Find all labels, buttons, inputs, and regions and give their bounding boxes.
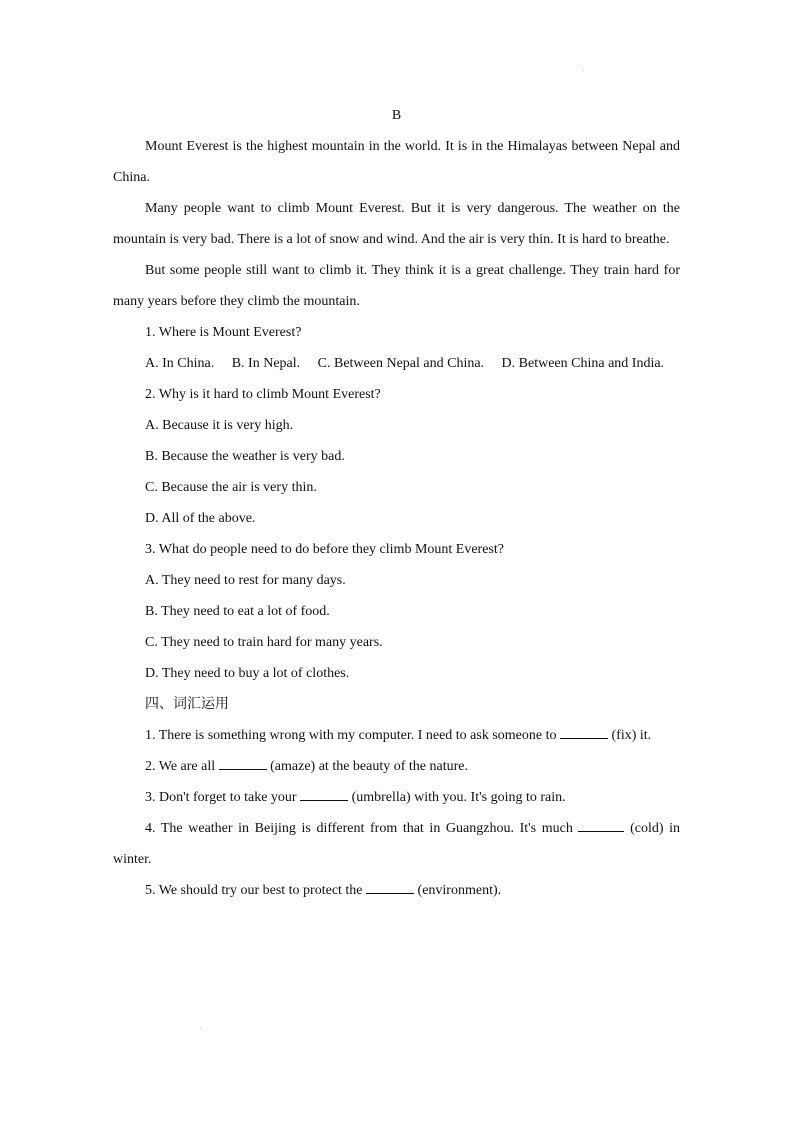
passage-paragraph-1: Mount Everest is the highest mountain in the world. It is in the Himalayas between Nepal and China. bbox=[113, 139, 680, 185]
question-1-stem: 1. Where is Mount Everest? bbox=[145, 325, 302, 340]
vocab-item-1 bbox=[113, 720, 680, 751]
vocab-item-1-before: 1. There is something wrong with my computer. I need to ask someone to bbox=[145, 728, 561, 743]
vocab-item-2 bbox=[113, 751, 680, 782]
question-2-option-a: A. Because it is very high. bbox=[145, 418, 294, 433]
vocab-item-5-before: 5. We should try our best to protect the bbox=[145, 883, 367, 898]
question-2-option-c: C. Because the air is very thin. bbox=[145, 480, 317, 495]
vocab-item-4-before: 4. The weather in Beijing is different from that in Guangzhou. It's much bbox=[145, 821, 579, 836]
question-3-option-d: D. They need to buy a lot of clothes. bbox=[145, 666, 350, 681]
vocab-item-2-after: (amaze) at the beauty of the nature. bbox=[266, 759, 468, 774]
vocab-item-4-after: (cold) in winter. bbox=[113, 821, 680, 867]
vocab-item-1-after: (fix) it. bbox=[608, 728, 652, 743]
passage-paragraph-2: Many people want to climb Mount Everest. But it is very dangerous. The weather on the mountain is very bad. There is a lot of snow and wind. And the air is very thin. It is hard to breathe. bbox=[113, 201, 680, 247]
vocab-item-2-before: 2. We are all bbox=[145, 759, 219, 774]
vocab-item-5-after: (environment). bbox=[414, 883, 502, 898]
vocab-item-3 bbox=[113, 782, 680, 813]
question-2-stem: 2. Why is it hard to climb Mount Everest? bbox=[145, 387, 381, 402]
vocab-item-3-after: (umbrella) with you. It's going to rain. bbox=[348, 790, 566, 805]
question-2-option-d: D. All of the above. bbox=[145, 511, 256, 526]
question-2-option-b: B. Because the weather is very bad. bbox=[145, 449, 345, 464]
passage-label: B bbox=[391, 108, 402, 123]
scan-speck-top bbox=[583, 70, 584, 71]
question-3-option-a: A. They need to rest for many days. bbox=[145, 573, 346, 588]
question-3-option-b: B. They need to eat a lot of food. bbox=[145, 604, 330, 619]
question-3-option-c: C. They need to train hard for many years. bbox=[145, 635, 383, 650]
vocab-item-5-blank[interactable] bbox=[366, 879, 414, 894]
question-1-options: A. In China. B. In Nepal. C. Between Nepal and China. D. Between China and India. bbox=[145, 356, 665, 371]
passage-paragraph-3: But some people still want to climb it. They think it is a great challenge. They train hard for many years before they climb the mountain. bbox=[113, 263, 680, 309]
vocab-item-2-blank[interactable] bbox=[219, 755, 267, 770]
vocab-item-5 bbox=[113, 875, 680, 906]
worksheet-page bbox=[113, 100, 680, 906]
vocab-item-3-before: 3. Don't forget to take your bbox=[145, 790, 301, 805]
vocab-section-title: 四、词汇运用 bbox=[145, 696, 229, 712]
vocab-item-4-blank[interactable] bbox=[578, 817, 624, 832]
vocab-item-1-blank[interactable] bbox=[560, 724, 608, 739]
scan-speck-bottom bbox=[200, 1028, 201, 1029]
question-3-stem: 3. What do people need to do before they climb Mount Everest? bbox=[145, 542, 504, 557]
vocab-item-4 bbox=[113, 813, 680, 875]
vocab-item-3-blank[interactable] bbox=[300, 786, 348, 801]
